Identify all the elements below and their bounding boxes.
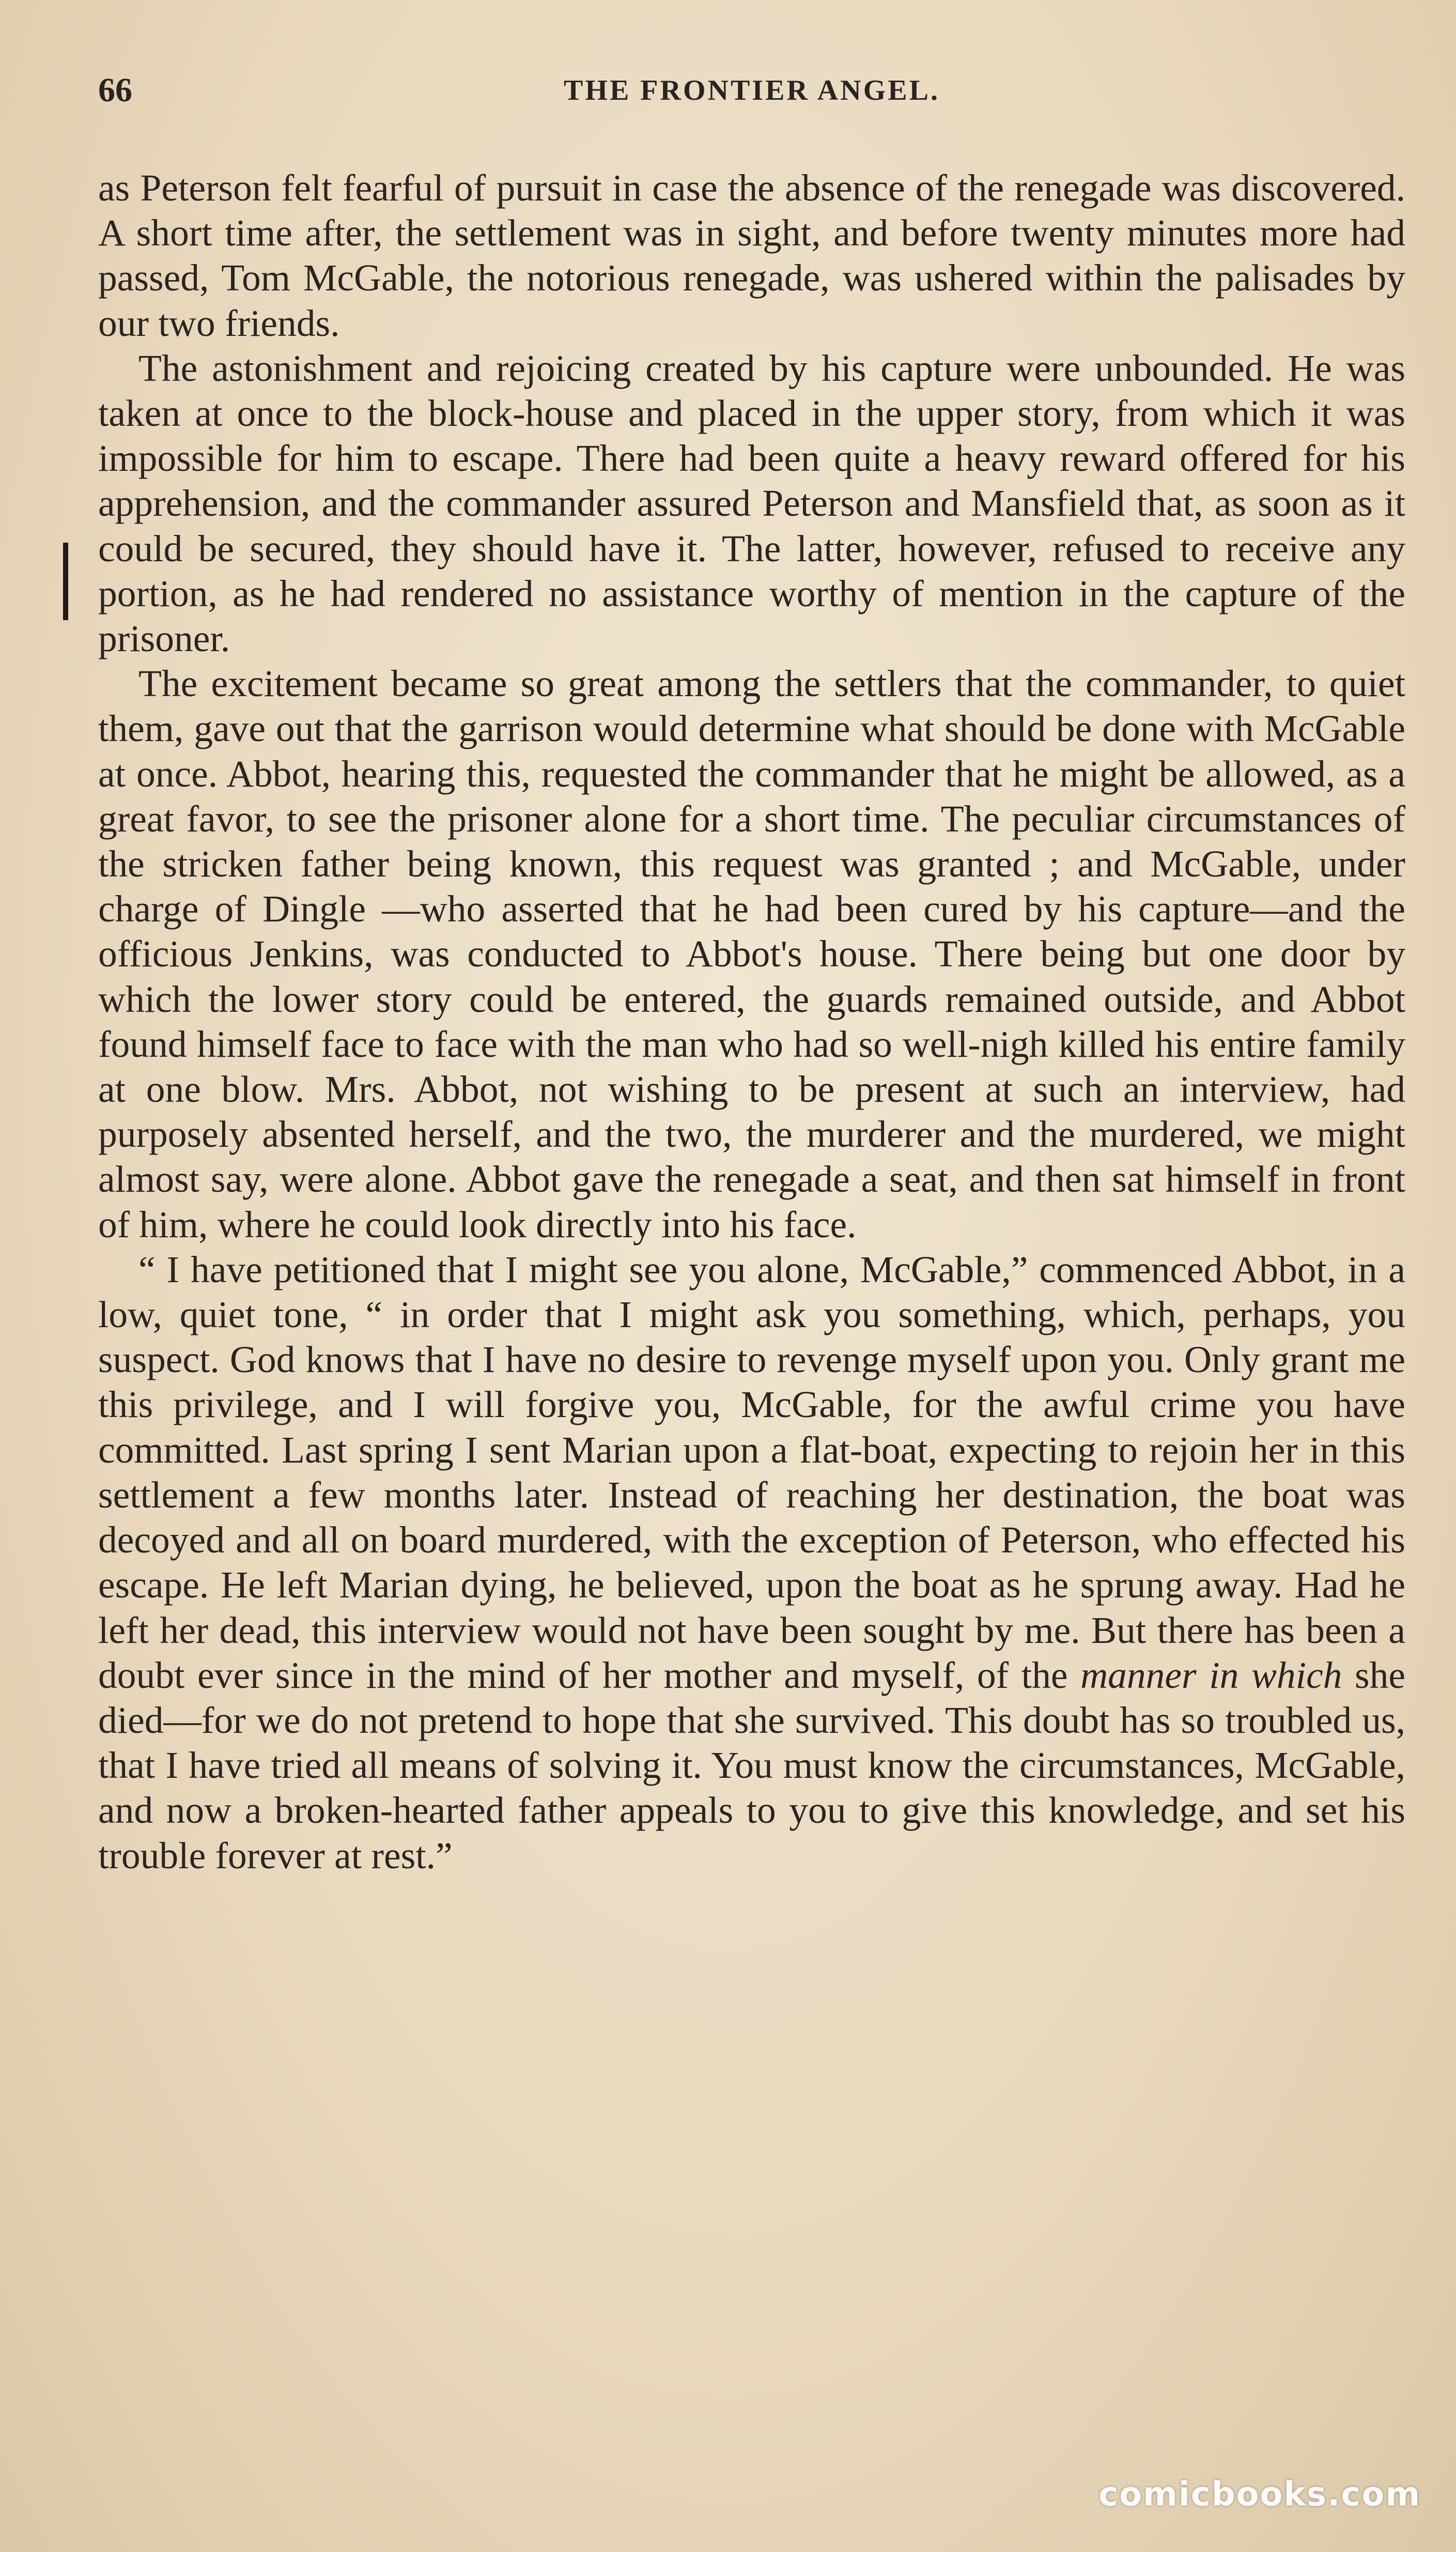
body-text: [98, 165, 1405, 1878]
paragraph-4: [98, 1247, 1405, 1878]
margin-ink-mark: [63, 543, 68, 620]
watermark: comicbooks.com: [1098, 2476, 1421, 2514]
paragraph-4-before: “ I have petitioned that I might see you alone, McGable,” commenced Abbot, in a low, quiet tone, “ in order that I might ask you something, which, perhaps, you suspect. God knows that I have no desire to revenge myself upon you. Only grant me this privilege, and I will forgive you, McGable, for the awful crime you have committed. Last spring I sent Marian upon a flat-boat, expecting to rejoin her in this settlement a few months later. Instead of reaching her destination, the boat was decoyed and all on board murdered, with the exception of Peterson, who effected his escape. He left Marian dying, he believed, upon the boat as he sprung away. Had he left her dead, this interview would not have been sought by me. But there has been a doubt ever since in the mind of her mother and myself, of the: [98, 1248, 1405, 1696]
paragraph-4-emphasis: manner in which: [1080, 1654, 1342, 1696]
page-header: [98, 62, 1405, 119]
paragraph-2: The astonishment and rejoicing created by his capture were unbounded. He was taken at once to the block-house and placed in the upper story, from which it was impossible for him to escape. There had been quite a heavy reward offered for his apprehension, and the commander assured Peterson and Mansfield that, as soon as it could be secured, they should have it. The latter, however, refused to receive any portion, as he had rendered no assistance worthy of mention in the capture of the prisoner.: [98, 347, 1405, 660]
running-title: THE FRONTIER ANGEL.: [564, 74, 940, 106]
page-number: 66: [98, 71, 132, 109]
book-page: [98, 62, 1405, 2491]
paragraph-1: as Peterson felt fearful of pursuit in case the absence of the renegade was discovered. A short time after, the settlement was in sight, and before twenty minutes more had passed, Tom McGable, the notorious renegade, was ushered within the palisades by our two friends.: [98, 167, 1405, 344]
paragraph-3: The excitement became so great among the settlers that the commander, to quiet them, gave out that the garrison would determine what should be done with McGable at once. Abbot, hearing this, requested the commander that he might be allowed, as a great favor, to see the prisoner alone for a short time. The peculiar circumstances of the stricken father being known, this request was granted ; and McGable, under charge of Dingle —who asserted that he had been cured by his capture—and the officious Jenkins, was conducted to Abbot's house. There being but one door by which the lower story could be entered, the guards remained outside, and Abbot found himself face to face with the man who had so well-nigh killed his entire family at one blow. Mrs. Abbot, not wishing to be present at such an interview, had purposely absented herself, and the two, the murderer and the murdered, we might almost say, were alone. Abbot gave the renegade a seat, and then sat himself in front of him, where he could look directly into his face.: [98, 663, 1405, 1246]
paragraph-4-after: she died—for we do not pretend to hope that she survived. This doubt has so troubled us, that I have tried all means of solving it. You must know the circumstances, McGable, and now a broken-hearted father appeals to you to give this knowledge, and set his trouble forever at rest.”: [98, 1654, 1406, 1877]
